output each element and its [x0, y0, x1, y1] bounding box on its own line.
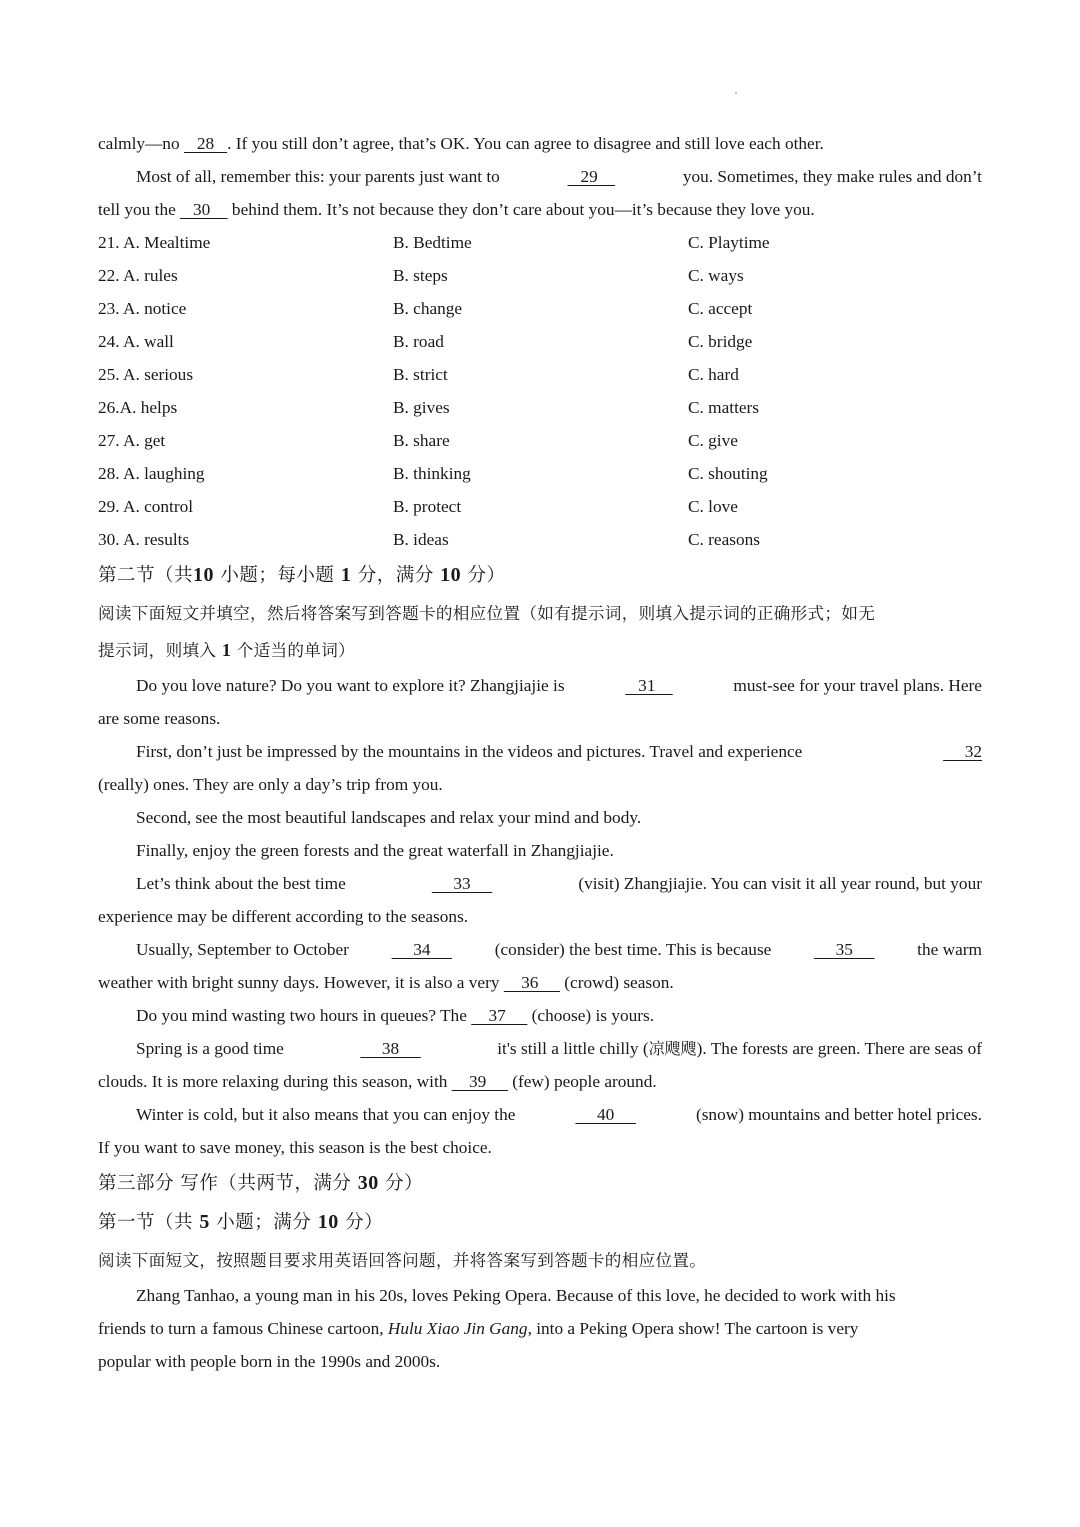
option-a[interactable]: 25. A. serious [98, 365, 194, 384]
option-c[interactable]: C. Playtime [688, 233, 770, 252]
option-row [98, 457, 982, 490]
option-row [98, 490, 982, 523]
passage-line: clouds. It is more relaxing during this season, with 39 (few) people around. [98, 1065, 982, 1098]
option-c[interactable]: C. accept [688, 299, 753, 318]
passage-line: are some reasons. [98, 709, 221, 728]
option-row [98, 226, 982, 259]
option-c[interactable]: C. love [688, 497, 738, 516]
blank-32[interactable]: 32 [943, 742, 982, 761]
section-instructions: 提示词，则填入 1 个适当的单词） [98, 640, 355, 660]
option-b[interactable]: B. change [393, 299, 463, 318]
option-row [98, 424, 982, 457]
blank-33[interactable]: 33 [431, 874, 493, 893]
option-b[interactable]: B. strict [393, 365, 448, 384]
option-b[interactable]: B. steps [393, 266, 448, 285]
option-row [98, 325, 982, 358]
passage-line: If you want to save money, this season is the best choice. [98, 1138, 492, 1157]
passage-line: popular with people born in the 1990s and 2000s. [98, 1352, 441, 1371]
option-a[interactable]: 23. A. notice [98, 299, 187, 318]
blank-40[interactable]: 40 [575, 1105, 636, 1124]
option-a[interactable]: 26.A. helps [98, 398, 178, 417]
option-a[interactable]: 21. A. Mealtime [98, 233, 211, 252]
passage-line: Zhang Tanhao, a young man in his 20s, loves Peking Opera. Because of this love, he decided to work with his [136, 1286, 896, 1305]
passage-line: Spring is a good time 38 it's still a little chilly (凉飕飕). The forests are green. There are seas of [98, 1032, 982, 1065]
option-c[interactable]: C. shouting [688, 464, 768, 483]
passage-line: Most of all, remember this: your parents just want to 29 you. Sometimes, they make rules and don’t [98, 160, 982, 193]
option-c[interactable]: C. hard [688, 365, 739, 384]
blank-35[interactable]: 35 [814, 940, 875, 959]
passage-line: Do you mind wasting two hours in queues? The 37 (choose) is yours. [98, 999, 982, 1032]
option-c[interactable]: C. bridge [688, 332, 753, 351]
passage-line: Usually, September to October 34 (consider) the best time. This is because 35 the warm [98, 933, 982, 966]
blank-38[interactable]: 38 [360, 1039, 421, 1058]
passage-line: Do you love nature? Do you want to explore it? Zhangjiajie is 31 must-see for your travel plans. Here [98, 669, 982, 702]
passage-line: First, don’t just be impressed by the mountains in the videos and pictures. Travel and experience 32 [98, 735, 982, 768]
option-b[interactable]: B. thinking [393, 464, 471, 483]
option-a[interactable]: 30. A. results [98, 530, 190, 549]
option-c[interactable]: C. matters [688, 398, 760, 417]
option-c[interactable]: C. give [688, 431, 738, 450]
passage-line: Finally, enjoy the green forests and the great waterfall in Zhangjiajie. [136, 841, 614, 860]
passage-line: (really) ones. They are only a day’s trip from you. [98, 775, 443, 794]
document-page [98, 127, 982, 1378]
section-instructions: 阅读下面短文并填空，然后将答案写到答题卡的相应位置（如有提示词，则填入提示词的正确形式；如无 [98, 604, 876, 623]
option-a[interactable]: 29. A. control [98, 497, 194, 516]
option-b[interactable]: B. protect [393, 497, 462, 516]
blank-30[interactable]: 30 [180, 200, 228, 219]
blank-37[interactable]: 37 [471, 1006, 528, 1025]
cartoon-title: Hulu Xiao Jin Gang [387, 1319, 528, 1338]
option-a[interactable]: 22. A. rules [98, 266, 178, 285]
option-b[interactable]: B. gives [393, 398, 450, 417]
blank-36[interactable]: 36 [503, 973, 560, 992]
option-row [98, 358, 982, 391]
option-b[interactable]: B. Bedtime [393, 233, 472, 252]
section-heading: 第二节（共10 小题；每小题 1 分，满分 10 分） [98, 564, 506, 586]
option-a[interactable]: 27. A. get [98, 431, 166, 450]
blank-31[interactable]: 31 [625, 676, 673, 695]
option-b[interactable]: B. road [393, 332, 444, 351]
option-b[interactable]: B. ideas [393, 530, 449, 549]
blank-39[interactable]: 39 [451, 1072, 508, 1091]
passage-line: calmly—no 28 . If you still don’t agree, that’s OK. You can agree to disagree and still love each other. [98, 127, 982, 160]
scan-speck [735, 92, 737, 94]
passage-line: weather with bright sunny days. However, it is also a very 36 (crowd) season. [98, 966, 982, 999]
section-heading: 第一节（共 5 小题；满分 10 分） [98, 1211, 384, 1233]
blank-28[interactable]: 28 [183, 134, 228, 153]
option-row [98, 523, 982, 556]
option-c[interactable]: C. ways [688, 266, 744, 285]
blank-29[interactable]: 29 [567, 167, 616, 186]
passage-line: friends to turn a famous Chinese cartoon, Hulu Xiao Jin Gang, into a Peking Opera show! The cartoon is very [98, 1319, 859, 1338]
blank-34[interactable]: 34 [391, 940, 453, 959]
passage-line: Let’s think about the best time 33 (visit) Zhangjiajie. You can visit it all year round, but your [98, 867, 982, 900]
option-a[interactable]: 24. A. wall [98, 332, 174, 351]
part-heading: 第三部分 写作（共两节，满分 30 分） [98, 1172, 424, 1194]
option-row [98, 259, 982, 292]
option-row [98, 292, 982, 325]
option-row [98, 391, 982, 424]
options-list [98, 226, 982, 556]
option-c[interactable]: C. reasons [688, 530, 760, 549]
passage-line: tell you the 30 behind them. It’s not because they don’t care about you—it’s because they love you. [98, 193, 982, 226]
passage-line: experience may be different according to the seasons. [98, 907, 469, 926]
passage-line: Winter is cold, but it also means that you can enjoy the 40 (snow) mountains and better hotel prices. [98, 1098, 982, 1131]
passage-line: Second, see the most beautiful landscapes and relax your mind and body. [136, 808, 642, 827]
option-a[interactable]: 28. A. laughing [98, 464, 205, 483]
option-b[interactable]: B. share [393, 431, 450, 450]
section-instructions: 阅读下面短文，按照题目要求用英语回答问题，并将答案写到答题卡的相应位置。 [98, 1251, 707, 1270]
